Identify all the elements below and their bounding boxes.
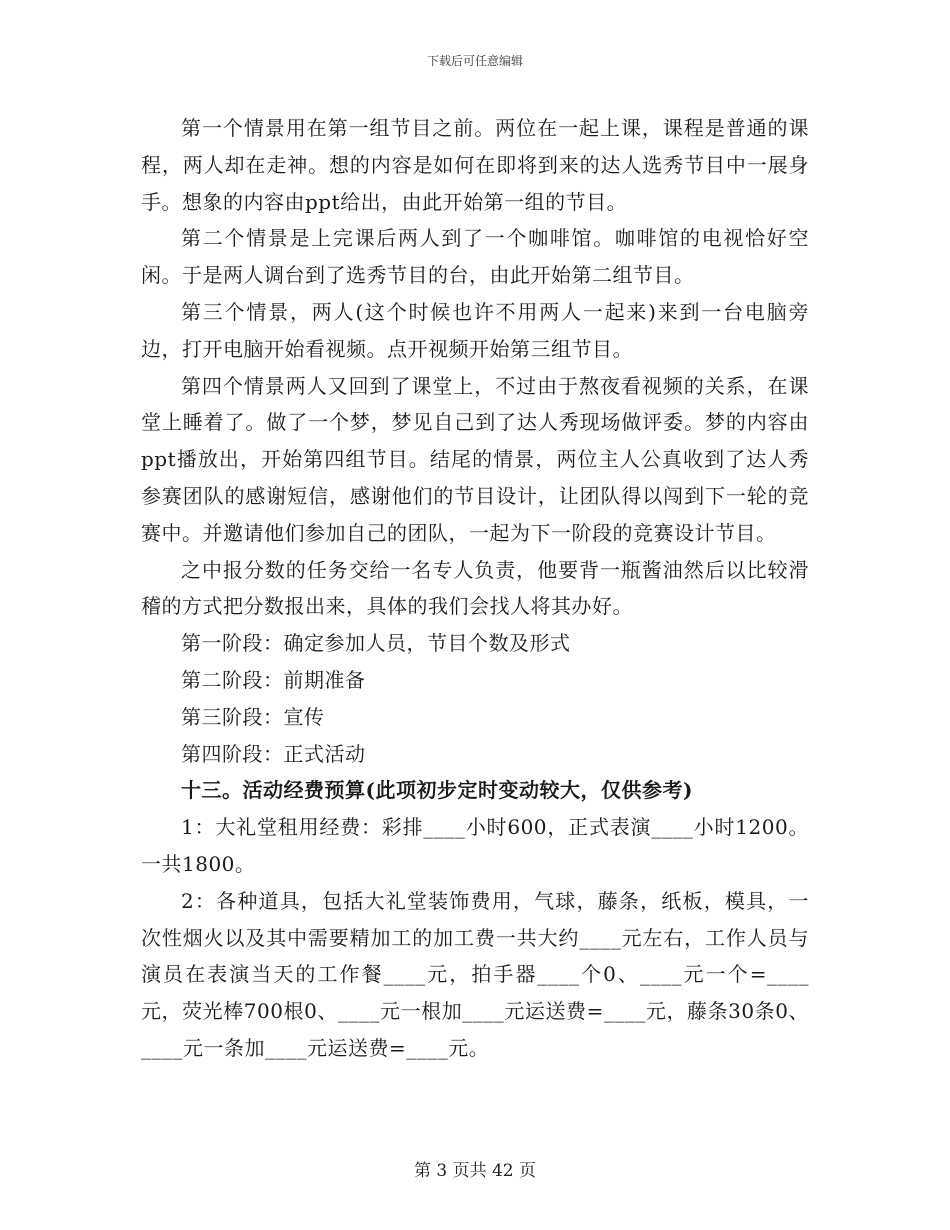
paragraph-scene-4: 第四个情景两人又回到了课堂上，不过由于熬夜看视频的关系，在课堂上睡着了。做了一个梦，梦见自己到了达人秀现场做评委。梦的内容由ppt播放出，开始第四组节目。结尾的情景，两位主人公真收到了达人秀参赛团队的感谢短信，感谢他们的节目设计，让团队得以闯到下一轮的竞赛中。并邀请他们参加自己的团队，一起为下一阶段的竞赛设计节目。 — [141, 373, 809, 545]
paragraph-scene-3: 第三个情景，两人(这个时候也许不用两人一起来)来到一台电脑旁边，打开电脑开始看视频。点开视频开始第三组节目。 — [141, 299, 809, 361]
stage-1: 第一阶段：确定参加人员，节目个数及形式 — [181, 631, 571, 656]
stage-2: 第二阶段：前期准备 — [181, 667, 366, 692]
budget-item-2: 2：各种道具，包括大礼堂装饰费用，气球，藤条，纸板，模具，一次性烟火以及其中需要精加工的加工费一共大约____元左右，工作人员与演员在表演当天的工作餐____元，拍手器____个0、____元一个=____元，荧光棒700根0、____元一根加____元运送费=____元，藤条30条0、____元一条加____元运送费=____元。 — [141, 888, 809, 1060]
document-body — [141, 110, 809, 1067]
paragraph-scene-2: 第二个情景是上完课后两人到了一个咖啡馆。咖啡馆的电视恰好空闲。于是两人调台到了选秀节目的台，由此开始第二组节目。 — [141, 226, 809, 288]
paragraph-scene-1: 第一个情景用在第一组节目之前。两位在一起上课，课程是普通的课程，两人却在走神。想的内容是如何在即将到来的达人选秀节目中一展身手。想象的内容由ppt给出，由此开始第一组的节目。 — [141, 116, 809, 214]
page-header: 下载后可任意编辑 — [426, 54, 523, 68]
paragraph-scoring: 之中报分数的任务交给一名专人负责，他要背一瓶酱油然后以比较滑稽的方式把分数报出来，具体的我们会找人将其办好。 — [141, 557, 809, 619]
stage-4: 第四阶段：正式活动 — [181, 741, 366, 766]
section-heading-budget: 十三。活动经费预算(此项初步定时变动较大，仅供参考) — [181, 778, 693, 803]
budget-item-1: 1：大礼堂租用经费：彩排____小时600，正式表演____小时1200。一共1800。 — [141, 815, 809, 876]
stage-3: 第三阶段：宣传 — [181, 704, 325, 729]
page-footer: 第 3 页共 42 页 — [413, 1161, 537, 1181]
